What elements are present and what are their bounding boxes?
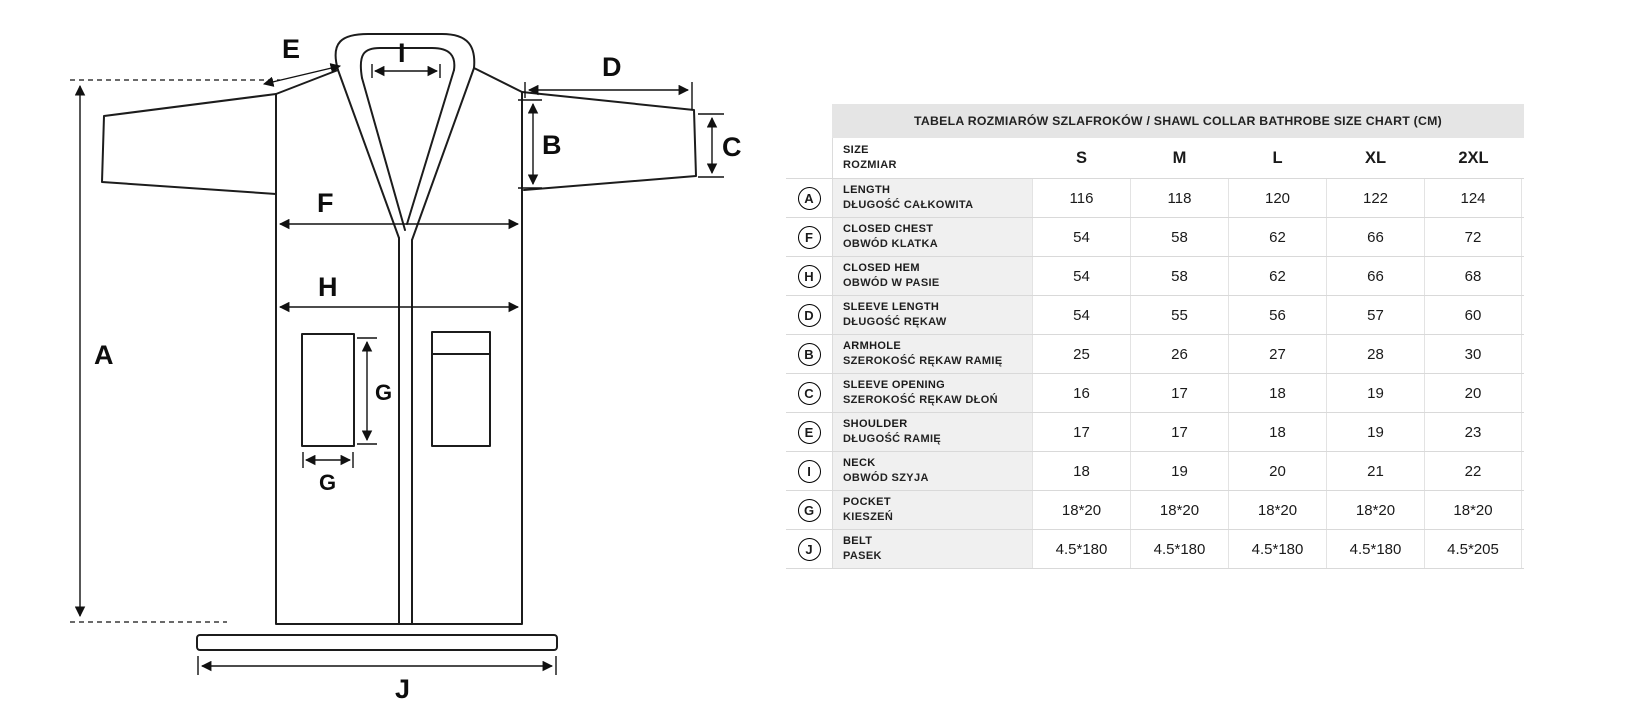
measurement-label-cell — [832, 491, 1032, 529]
letter-badge-g: G — [798, 499, 821, 522]
dim-g-width — [303, 452, 353, 495]
value-cell: 118 — [1130, 179, 1228, 217]
dim-e — [264, 34, 340, 84]
letter-cell — [786, 335, 832, 373]
value-cell: 20 — [1228, 452, 1326, 490]
value-cell: 17 — [1032, 413, 1130, 451]
letter-cell — [786, 491, 832, 529]
bathrobe-outline — [102, 34, 696, 650]
value-cell: 18 — [1032, 452, 1130, 490]
size-column-header-l: L — [1228, 138, 1326, 178]
dim-b — [518, 100, 562, 188]
bathrobe-diagram — [12, 4, 784, 718]
letter-cell — [786, 413, 832, 451]
value-cell: 57 — [1326, 296, 1424, 334]
measurement-label-en: ARMHOLE — [843, 340, 902, 353]
measurement-label-en: SLEEVE LENGTH — [843, 301, 940, 314]
value-cell: 4.5*180 — [1032, 530, 1130, 568]
measurement-label-cell — [832, 179, 1032, 217]
value-cell: 122 — [1326, 179, 1424, 217]
value-cell: 4.5*180 — [1130, 530, 1228, 568]
value-cell: 18*20 — [1032, 491, 1130, 529]
value-cell: 28 — [1326, 335, 1424, 373]
size-column-header-m: M — [1130, 138, 1228, 178]
value-cell: 120 — [1228, 179, 1326, 217]
value-cell: 4.5*180 — [1326, 530, 1424, 568]
measurement-label-pl: DŁUGOŚĆ RĘKAW — [843, 316, 947, 328]
measurement-label-en: POCKET — [843, 496, 891, 509]
dim-label-b: B — [542, 130, 562, 160]
value-cell: 22 — [1424, 452, 1522, 490]
value-cell: 54 — [1032, 257, 1130, 295]
value-cell: 18*20 — [1228, 491, 1326, 529]
table-row — [786, 529, 1524, 569]
value-cell: 17 — [1130, 374, 1228, 412]
value-cell: 62 — [1228, 257, 1326, 295]
value-cell: 18*20 — [1424, 491, 1522, 529]
value-cell: 19 — [1326, 413, 1424, 451]
dim-label-g2: G — [319, 470, 337, 495]
dim-label-g1: G — [375, 380, 393, 405]
size-header-pl: ROZMIAR — [843, 159, 897, 171]
value-cell: 62 — [1228, 218, 1326, 256]
measurement-label-pl: OBWÓD SZYJA — [843, 472, 929, 484]
letter-badge-i: I — [798, 460, 821, 483]
size-column-header-s: S — [1032, 138, 1130, 178]
letter-badge-j: J — [798, 538, 821, 561]
right-pocket — [432, 332, 490, 446]
value-cell: 19 — [1130, 452, 1228, 490]
table-row — [786, 373, 1524, 412]
value-cell: 72 — [1424, 218, 1522, 256]
dim-j — [198, 656, 556, 704]
dim-label-i: I — [398, 38, 406, 68]
measurement-label-cell — [832, 452, 1032, 490]
value-cell: 21 — [1326, 452, 1424, 490]
value-cell: 27 — [1228, 335, 1326, 373]
value-cell: 20 — [1424, 374, 1522, 412]
measurement-label-en: BELT — [843, 535, 873, 548]
measurement-label-cell — [832, 335, 1032, 373]
letter-badge-c: C — [798, 382, 821, 405]
letter-cell — [786, 374, 832, 412]
value-cell: 60 — [1424, 296, 1522, 334]
value-cell: 25 — [1032, 335, 1130, 373]
value-cell: 23 — [1424, 413, 1522, 451]
value-cell: 19 — [1326, 374, 1424, 412]
table-title: TABELA ROZMIARÓW SZLAFROKÓW / SHAWL COLLAR BATHROBE SIZE CHART (CM) — [832, 104, 1524, 138]
table-row — [786, 295, 1524, 334]
measurement-label-cell — [832, 257, 1032, 295]
value-cell: 18 — [1228, 413, 1326, 451]
value-cell: 4.5*180 — [1228, 530, 1326, 568]
measurement-label-cell — [832, 374, 1032, 412]
measurement-label-cell — [832, 296, 1032, 334]
value-cell: 58 — [1130, 218, 1228, 256]
measurement-label-pl: OBWÓD KLATKA — [843, 238, 939, 250]
table-row — [786, 334, 1524, 373]
dim-c — [698, 114, 742, 177]
dim-label-j: J — [395, 674, 411, 704]
measurement-label-cell — [832, 413, 1032, 451]
value-cell: 66 — [1326, 257, 1424, 295]
value-cell: 30 — [1424, 335, 1522, 373]
table-row — [786, 490, 1524, 529]
letter-badge-f: F — [798, 226, 821, 249]
value-cell: 26 — [1130, 335, 1228, 373]
measurement-label-pl: PASEK — [843, 550, 882, 562]
value-cell: 55 — [1130, 296, 1228, 334]
left-pocket — [302, 334, 354, 446]
bathrobe-diagram-svg — [12, 4, 784, 718]
measurement-label-en: NECK — [843, 457, 876, 470]
value-cell: 54 — [1032, 296, 1130, 334]
table-row — [786, 217, 1524, 256]
dim-label-d: D — [602, 52, 622, 82]
dim-label-e: E — [282, 34, 301, 64]
size-column-header-xl: XL — [1326, 138, 1424, 178]
measurement-label-pl: SZEROKOŚĆ RĘKAW RAMIĘ — [843, 355, 1003, 367]
value-cell: 18*20 — [1130, 491, 1228, 529]
measurement-label-en: CLOSED HEM — [843, 262, 920, 275]
size-header-cell — [832, 138, 1032, 178]
value-cell: 4.5*205 — [1424, 530, 1522, 568]
size-header-en: SIZE — [843, 144, 869, 157]
measurement-label-pl: DŁUGOŚĆ CAŁKOWITA — [843, 199, 974, 211]
letter-badge-h: H — [798, 265, 821, 288]
measurement-label-pl: SZEROKOŚĆ RĘKAW DŁOŃ — [843, 394, 998, 406]
value-cell: 58 — [1130, 257, 1228, 295]
measurement-label-cell — [832, 530, 1032, 568]
dim-label-h: H — [318, 272, 338, 302]
dim-a — [70, 80, 280, 622]
measurement-label-en: CLOSED CHEST — [843, 223, 934, 236]
value-cell: 66 — [1326, 218, 1424, 256]
letter-badge-b: B — [798, 343, 821, 366]
table-row — [786, 178, 1524, 217]
size-table-panel — [786, 104, 1524, 569]
letter-cell — [786, 257, 832, 295]
size-table-rows — [786, 138, 1524, 569]
letter-cell — [786, 296, 832, 334]
measurement-label-pl: DŁUGOŚĆ RAMIĘ — [843, 433, 942, 445]
measurement-label-pl: KIESZEŃ — [843, 511, 894, 523]
measurement-label-pl: OBWÓD W PASIE — [843, 277, 940, 289]
letter-badge-a: A — [798, 187, 821, 210]
header-spacer-cell — [786, 138, 832, 178]
measurement-label-cell — [832, 218, 1032, 256]
table-row — [786, 451, 1524, 490]
dim-label-f: F — [317, 188, 334, 218]
value-cell: 17 — [1130, 413, 1228, 451]
letter-cell — [786, 530, 832, 568]
value-cell: 68 — [1424, 257, 1522, 295]
letter-badge-e: E — [798, 421, 821, 444]
letter-cell — [786, 179, 832, 217]
dim-i — [372, 38, 440, 78]
table-header-row — [786, 138, 1524, 178]
value-cell: 16 — [1032, 374, 1130, 412]
table-row — [786, 412, 1524, 451]
size-column-header-2xl: 2XL — [1424, 138, 1522, 178]
dim-g-height — [357, 338, 392, 444]
letter-cell — [786, 452, 832, 490]
measurement-label-en: SHOULDER — [843, 418, 908, 431]
value-cell: 54 — [1032, 218, 1130, 256]
measurement-label-en: SLEEVE OPENING — [843, 379, 946, 392]
value-cell: 116 — [1032, 179, 1130, 217]
value-cell: 18*20 — [1326, 491, 1424, 529]
belt — [197, 635, 557, 650]
letter-badge-d: D — [798, 304, 821, 327]
dim-label-c: C — [722, 132, 742, 162]
value-cell: 56 — [1228, 296, 1326, 334]
measurement-label-en: LENGTH — [843, 184, 891, 197]
value-cell: 18 — [1228, 374, 1326, 412]
table-row — [786, 256, 1524, 295]
letter-cell — [786, 218, 832, 256]
value-cell: 124 — [1424, 179, 1522, 217]
dim-label-a: A — [94, 340, 114, 370]
